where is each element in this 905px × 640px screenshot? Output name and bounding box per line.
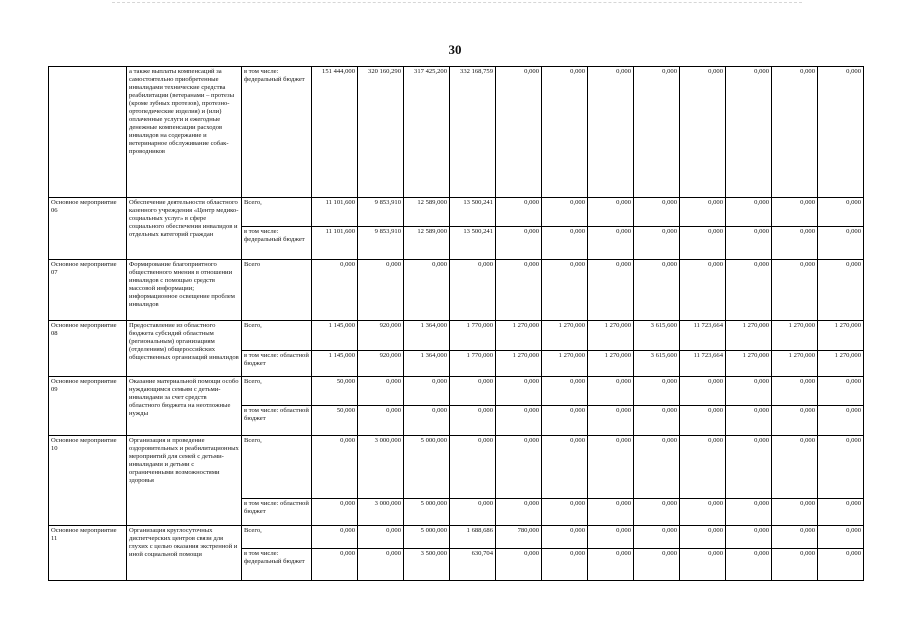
funding-source-cell: в том числе: областной бюджет xyxy=(242,406,312,436)
amount-cell: 0,000 xyxy=(772,526,818,549)
amount-cell: 0,000 xyxy=(496,549,542,581)
amount-cell: 0,000 xyxy=(634,260,680,321)
activity-cell: Основное мероприятие 09 xyxy=(49,377,127,436)
amount-cell: 0,000 xyxy=(818,499,864,526)
table-row xyxy=(49,526,864,549)
amount-cell: 0,000 xyxy=(496,436,542,499)
amount-cell: 1 270,000 xyxy=(496,351,542,377)
amount-cell: 0,000 xyxy=(680,198,726,227)
amount-cell: 0,000 xyxy=(818,67,864,198)
description-cell: Оказание материальной помощи особо нуждающимся семьям с детьми-инвалидами за счет средств областного бюджета на неотложные нужды xyxy=(127,377,242,436)
amount-cell: 0,000 xyxy=(542,227,588,260)
description-cell: Организация круглосуточных диспетчерских центров связи для глухих с целью оказания экстренной и иной социальной помощи xyxy=(127,526,242,581)
amount-cell: 0,000 xyxy=(542,377,588,406)
amount-cell: 0,000 xyxy=(680,549,726,581)
amount-cell: 9 853,910 xyxy=(358,227,404,260)
amount-cell: 0,000 xyxy=(726,406,772,436)
amount-cell: 0,000 xyxy=(312,260,358,321)
amount-cell: 0,000 xyxy=(588,436,634,499)
amount-cell: 0,000 xyxy=(588,406,634,436)
amount-cell: 1 364,000 xyxy=(404,321,450,351)
amount-cell: 0,000 xyxy=(542,549,588,581)
amount-cell: 0,000 xyxy=(450,499,496,526)
amount-cell: 1 770,000 xyxy=(450,321,496,351)
amount-cell: 13 500,241 xyxy=(450,198,496,227)
amount-cell: 332 168,759 xyxy=(450,67,496,198)
amount-cell: 0,000 xyxy=(680,526,726,549)
amount-cell: 0,000 xyxy=(358,549,404,581)
amount-cell: 11 101,600 xyxy=(312,198,358,227)
amount-cell: 12 589,000 xyxy=(404,227,450,260)
amount-cell: 920,000 xyxy=(358,321,404,351)
budget-table-body xyxy=(49,67,864,581)
funding-source-cell: Всего xyxy=(242,260,312,321)
amount-cell: 0,000 xyxy=(496,227,542,260)
description-cell: Обеспечение деятельности областного казенного учреждения «Центр медико-социальных услуг» в сфере социального обеспечения инвалидов и отдельных категорий граждан xyxy=(127,198,242,260)
amount-cell: 0,000 xyxy=(634,198,680,227)
amount-cell: 0,000 xyxy=(680,499,726,526)
amount-cell: 0,000 xyxy=(680,377,726,406)
amount-cell: 5 000,000 xyxy=(404,436,450,499)
amount-cell: 1 270,000 xyxy=(588,351,634,377)
amount-cell: 0,000 xyxy=(726,549,772,581)
amount-cell: 3 000,000 xyxy=(358,436,404,499)
amount-cell: 0,000 xyxy=(772,406,818,436)
amount-cell: 0,000 xyxy=(818,260,864,321)
amount-cell: 3 615,600 xyxy=(634,321,680,351)
amount-cell: 151 444,000 xyxy=(312,67,358,198)
amount-cell: 13 500,241 xyxy=(450,227,496,260)
amount-cell: 0,000 xyxy=(772,499,818,526)
amount-cell: 1 270,000 xyxy=(772,351,818,377)
funding-source-cell: Всего, xyxy=(242,198,312,227)
amount-cell: 0,000 xyxy=(634,377,680,406)
amount-cell: 11 101,600 xyxy=(312,227,358,260)
amount-cell: 0,000 xyxy=(312,436,358,499)
description-cell: Предоставление из областного бюджета субсидий областным (региональным) организациям (отделениям) общероссийских общественных организаций инвалидов xyxy=(127,321,242,377)
description-cell: Организация и проведение оздоровительных и реабилитационных мероприятий для семей с детьми-инвалидами и детьми с ограниченными возможностями здоровья xyxy=(127,436,242,526)
activity-cell: Основное мероприятие 06 xyxy=(49,198,127,260)
amount-cell: 0,000 xyxy=(772,549,818,581)
table-row xyxy=(49,377,864,406)
funding-source-cell: Всего, xyxy=(242,526,312,549)
amount-cell: 0,000 xyxy=(634,227,680,260)
table-row xyxy=(49,67,864,198)
amount-cell: 0,000 xyxy=(312,499,358,526)
description-cell: а также выплаты компенсаций за самостоятельно приобретенные инвалидами технические средства реабилитации (ветеранами – протезы (кроме зубных протезов), протезно-ортопедические изделия) и (или) оплаченные услуги и ежегодные денежные компенсации расходов инвалидов на содержание и ветеринарное обслуживание собак-проводников xyxy=(127,67,242,198)
top-rule xyxy=(112,2,802,3)
funding-source-cell: в том числе: областной бюджет xyxy=(242,351,312,377)
amount-cell: 1 364,000 xyxy=(404,351,450,377)
amount-cell: 0,000 xyxy=(634,526,680,549)
amount-cell: 0,000 xyxy=(588,260,634,321)
amount-cell: 0,000 xyxy=(450,436,496,499)
amount-cell: 0,000 xyxy=(772,227,818,260)
amount-cell: 3 615,600 xyxy=(634,351,680,377)
amount-cell: 0,000 xyxy=(312,549,358,581)
activity-cell: Основное мероприятие 11 xyxy=(49,526,127,581)
amount-cell: 0,000 xyxy=(818,377,864,406)
amount-cell: 0,000 xyxy=(542,436,588,499)
amount-cell: 0,000 xyxy=(818,406,864,436)
amount-cell: 1 270,000 xyxy=(542,351,588,377)
amount-cell: 0,000 xyxy=(542,67,588,198)
funding-source-cell: Всего, xyxy=(242,436,312,499)
amount-cell: 630,704 xyxy=(450,549,496,581)
amount-cell: 0,000 xyxy=(542,260,588,321)
activity-cell: Основное мероприятие 08 xyxy=(49,321,127,377)
amount-cell: 1 145,000 xyxy=(312,321,358,351)
amount-cell: 0,000 xyxy=(404,260,450,321)
page-number: 30 xyxy=(448,42,462,57)
amount-cell: 0,000 xyxy=(772,198,818,227)
amount-cell: 0,000 xyxy=(680,227,726,260)
amount-cell: 0,000 xyxy=(542,499,588,526)
activity-cell xyxy=(49,67,127,198)
amount-cell: 0,000 xyxy=(634,499,680,526)
amount-cell: 0,000 xyxy=(358,377,404,406)
amount-cell: 0,000 xyxy=(312,526,358,549)
amount-cell: 0,000 xyxy=(450,406,496,436)
amount-cell: 0,000 xyxy=(726,227,772,260)
amount-cell: 1 270,000 xyxy=(818,351,864,377)
funding-source-cell: Всего, xyxy=(242,321,312,351)
amount-cell: 0,000 xyxy=(818,227,864,260)
amount-cell: 0,000 xyxy=(634,436,680,499)
amount-cell: 50,000 xyxy=(312,377,358,406)
amount-cell: 0,000 xyxy=(588,377,634,406)
amount-cell: 0,000 xyxy=(680,260,726,321)
amount-cell: 0,000 xyxy=(588,67,634,198)
amount-cell: 5 000,000 xyxy=(404,499,450,526)
amount-cell: 1 270,000 xyxy=(726,351,772,377)
amount-cell: 0,000 xyxy=(772,377,818,406)
amount-cell: 0,000 xyxy=(680,67,726,198)
amount-cell: 0,000 xyxy=(726,377,772,406)
amount-cell: 9 853,910 xyxy=(358,198,404,227)
amount-cell: 3 500,000 xyxy=(404,549,450,581)
amount-cell: 0,000 xyxy=(358,526,404,549)
amount-cell: 0,000 xyxy=(726,499,772,526)
amount-cell: 0,000 xyxy=(450,377,496,406)
funding-source-cell: в том числе: областной бюджет xyxy=(242,499,312,526)
amount-cell: 5 000,000 xyxy=(404,526,450,549)
amount-cell: 0,000 xyxy=(634,67,680,198)
amount-cell: 0,000 xyxy=(634,549,680,581)
table-row xyxy=(49,260,864,321)
amount-cell: 780,000 xyxy=(496,526,542,549)
amount-cell: 0,000 xyxy=(542,198,588,227)
amount-cell: 0,000 xyxy=(588,549,634,581)
funding-source-cell: в том числе: федеральный бюджет xyxy=(242,549,312,581)
table-row xyxy=(49,198,864,227)
amount-cell: 0,000 xyxy=(358,406,404,436)
amount-cell: 0,000 xyxy=(496,67,542,198)
amount-cell: 0,000 xyxy=(496,499,542,526)
amount-cell: 1 145,000 xyxy=(312,351,358,377)
amount-cell: 0,000 xyxy=(726,198,772,227)
amount-cell: 0,000 xyxy=(680,406,726,436)
amount-cell: 12 589,000 xyxy=(404,198,450,227)
amount-cell: 0,000 xyxy=(358,260,404,321)
amount-cell: 0,000 xyxy=(818,549,864,581)
amount-cell: 0,000 xyxy=(818,198,864,227)
description-cell: Формирование благоприятного общественного мнения в отношении инвалидов с помощью средств массовой информации; информационное освещение проблем инвалидов xyxy=(127,260,242,321)
amount-cell: 0,000 xyxy=(542,406,588,436)
amount-cell: 920,000 xyxy=(358,351,404,377)
amount-cell: 1 270,000 xyxy=(496,321,542,351)
funding-source-cell: в том числе: федеральный бюджет xyxy=(242,67,312,198)
activity-cell: Основное мероприятие 10 xyxy=(49,436,127,526)
amount-cell: 317 425,200 xyxy=(404,67,450,198)
amount-cell: 0,000 xyxy=(588,499,634,526)
amount-cell: 3 000,000 xyxy=(358,499,404,526)
amount-cell: 11 723,664 xyxy=(680,351,726,377)
amount-cell: 0,000 xyxy=(818,526,864,549)
amount-cell: 1 270,000 xyxy=(542,321,588,351)
amount-cell: 0,000 xyxy=(726,436,772,499)
amount-cell: 0,000 xyxy=(542,526,588,549)
amount-cell: 0,000 xyxy=(588,526,634,549)
amount-cell: 0,000 xyxy=(726,260,772,321)
amount-cell: 1 688,686 xyxy=(450,526,496,549)
amount-cell: 1 270,000 xyxy=(726,321,772,351)
amount-cell: 0,000 xyxy=(726,526,772,549)
amount-cell: 0,000 xyxy=(496,198,542,227)
amount-cell: 0,000 xyxy=(588,198,634,227)
table-row xyxy=(49,436,864,499)
amount-cell: 0,000 xyxy=(818,436,864,499)
amount-cell: 0,000 xyxy=(772,260,818,321)
amount-cell: 0,000 xyxy=(404,406,450,436)
amount-cell: 0,000 xyxy=(772,436,818,499)
table-row xyxy=(49,321,864,351)
amount-cell: 0,000 xyxy=(772,67,818,198)
amount-cell: 1 270,000 xyxy=(588,321,634,351)
amount-cell: 320 160,290 xyxy=(358,67,404,198)
amount-cell: 1 270,000 xyxy=(818,321,864,351)
amount-cell: 0,000 xyxy=(496,406,542,436)
amount-cell: 0,000 xyxy=(680,436,726,499)
amount-cell: 50,000 xyxy=(312,406,358,436)
activity-cell: Основное мероприятие 07 xyxy=(49,260,127,321)
amount-cell: 0,000 xyxy=(404,377,450,406)
amount-cell: 0,000 xyxy=(496,260,542,321)
budget-table xyxy=(48,66,864,581)
amount-cell: 1 770,000 xyxy=(450,351,496,377)
amount-cell: 0,000 xyxy=(634,406,680,436)
amount-cell: 11 723,664 xyxy=(680,321,726,351)
amount-cell: 1 270,000 xyxy=(772,321,818,351)
amount-cell: 0,000 xyxy=(588,227,634,260)
funding-source-cell: Всего, xyxy=(242,377,312,406)
amount-cell: 0,000 xyxy=(726,67,772,198)
funding-source-cell: в том числе: федеральный бюджет xyxy=(242,227,312,260)
amount-cell: 0,000 xyxy=(450,260,496,321)
amount-cell: 0,000 xyxy=(496,377,542,406)
